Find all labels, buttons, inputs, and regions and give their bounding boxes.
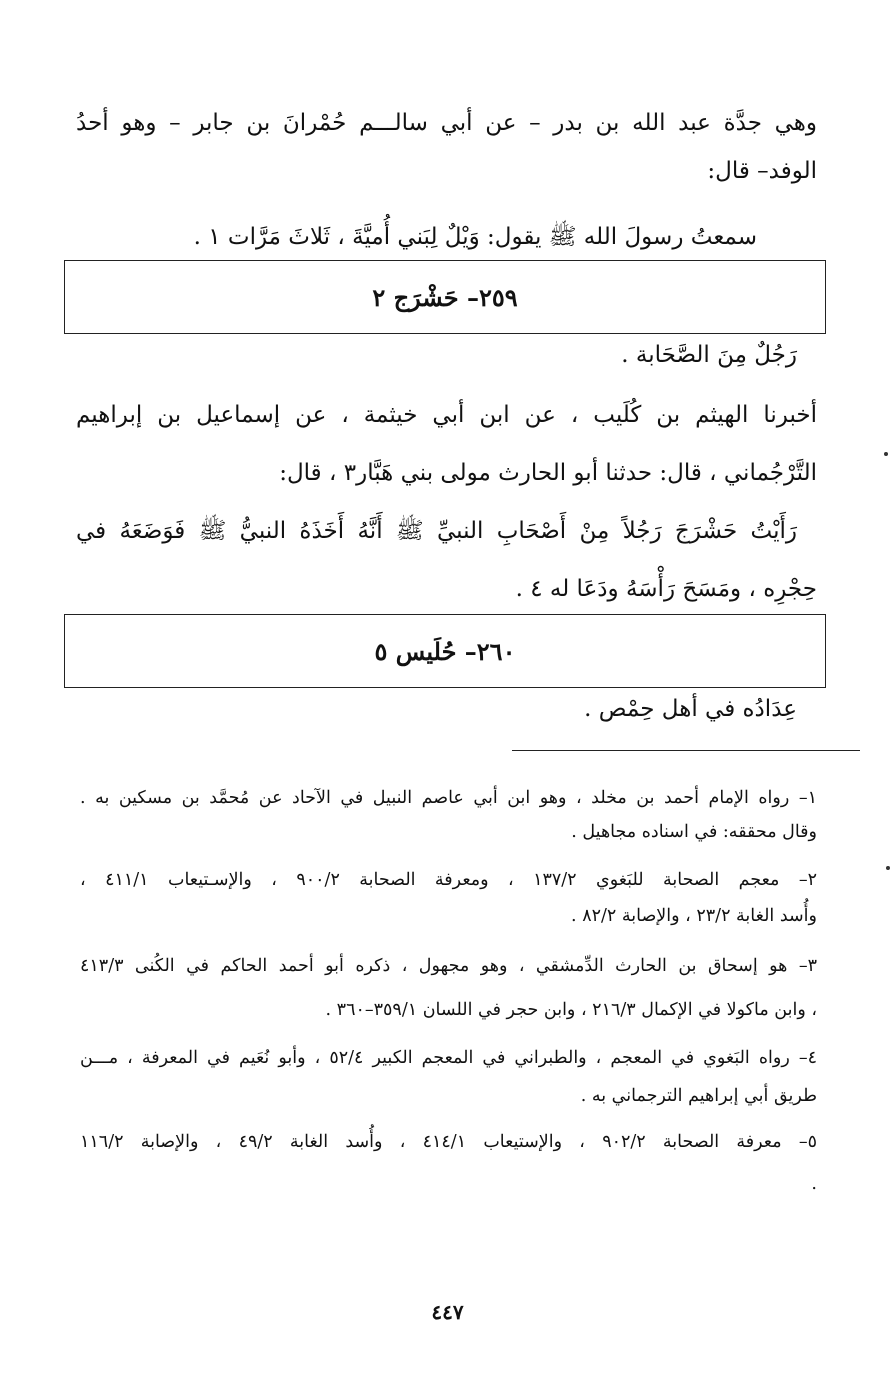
- body-line-2: الوفد– قال:: [707, 158, 817, 184]
- body-line-1: وهي جدَّة عبد الله بن بدر – عن أبي سالـــم حُمْرانَ بن جابر – وهو أحدُ: [76, 110, 817, 136]
- footnote-1-line-1: ١– رواه الإمام أحمد بن مخلد ، وهو ابن أبي عاصم النبيل في الآحاد عن مُحمَّد بن مسكين به .: [80, 788, 817, 808]
- entry-260-heading: ٢٦٠– حُلَيس ٥: [374, 636, 516, 666]
- footnote-2-line-2: وأُسد الغابة ٢٣/٢ ، والإصابة ٨٢/٢ .: [571, 906, 817, 926]
- footnote-5-line-2: .: [811, 1174, 817, 1194]
- footnote-5-line-1: ٥– معرفة الصحابة ٩٠٢/٢ ، والإستيعاب ٤١٤/١ ، وأُسد الغابة ٤٩/٢ ، والإصابة ١١٦/٢: [80, 1132, 817, 1152]
- margin-speck: [886, 866, 890, 870]
- entry-259-hadith-2: حِجْرِه ، ومَسَحَ رَأْسَهُ ودَعَا له ٤ .: [515, 576, 817, 602]
- entry-259-description: رَجُلٌ مِنَ الصَّحَابة .: [621, 342, 797, 368]
- entry-259-heading: ٢٥٩– حَشْرَج ٢: [372, 282, 518, 312]
- entry-260-heading-box: [64, 614, 826, 688]
- footnote-3-line-2: ، وابن ماكولا في الإكمال ٢١٦/٣ ، وابن حجر في اللسان ٣٥٩/١–٣٦٠ .: [325, 1000, 817, 1020]
- footnote-4-line-1: ٤– رواه البَغوي في المعجم ، والطبراني في المعجم الكبير ٥٢/٤ ، وأبو نُعَيم في المعرفة ، مـــن: [80, 1048, 817, 1068]
- entry-260-description: عِدَادُه في أهل حِمْص .: [584, 696, 797, 722]
- entry-259-heading-box: [64, 260, 826, 334]
- footnote-1-line-2: وقال محققه: في اسناده مجاهيل .: [571, 822, 817, 842]
- entry-259-isnad-2: التَّرْجُماني ، قال: حدثنا أبو الحارث مولى بني هَبَّار٣ ، قال:: [279, 460, 817, 486]
- entry-259-isnad-1: أخبرنا الهيثم بن كُلَيب ، عن ابن أبي خيثمة ، عن إسماعيل بن إبراهيم: [76, 402, 817, 428]
- margin-speck: [884, 452, 888, 456]
- page-number: ٤٤٧: [431, 1300, 464, 1324]
- entry-259-hadith-1: رَأَيْتُ حَشْرَجَ رَجُلاً مِنْ أَصْحَابِ النبيِّ ﷺ أَنَّهُ أَخَذَهُ النبيُّ ﷺ فَوَضَعَهُ في: [76, 518, 797, 544]
- footnote-separator: [512, 750, 860, 751]
- footnote-4-line-2: طريق أبي إبراهيم الترجماني به .: [580, 1086, 817, 1106]
- hadith-text: سمعتُ رسولَ الله ﷺ يقول: وَيْلٌ لِبَني أُميَّةَ ، ثَلاثَ مَرَّات ١ .: [193, 224, 757, 250]
- footnote-3-line-1: ٣– هو إسحاق بن الحارث الدِّمشقي ، وهو مجهول ، ذكره أبو أحمد الحاكم في الكُنى ٤١٣/٣: [80, 956, 817, 976]
- footnote-2-line-1: ٢– معجم الصحابة للبَغوي ١٣٧/٢ ، ومعرفة الصحابة ٩٠٠/٢ ، والإسـتيعاب ٤١١/١ ،: [80, 870, 817, 890]
